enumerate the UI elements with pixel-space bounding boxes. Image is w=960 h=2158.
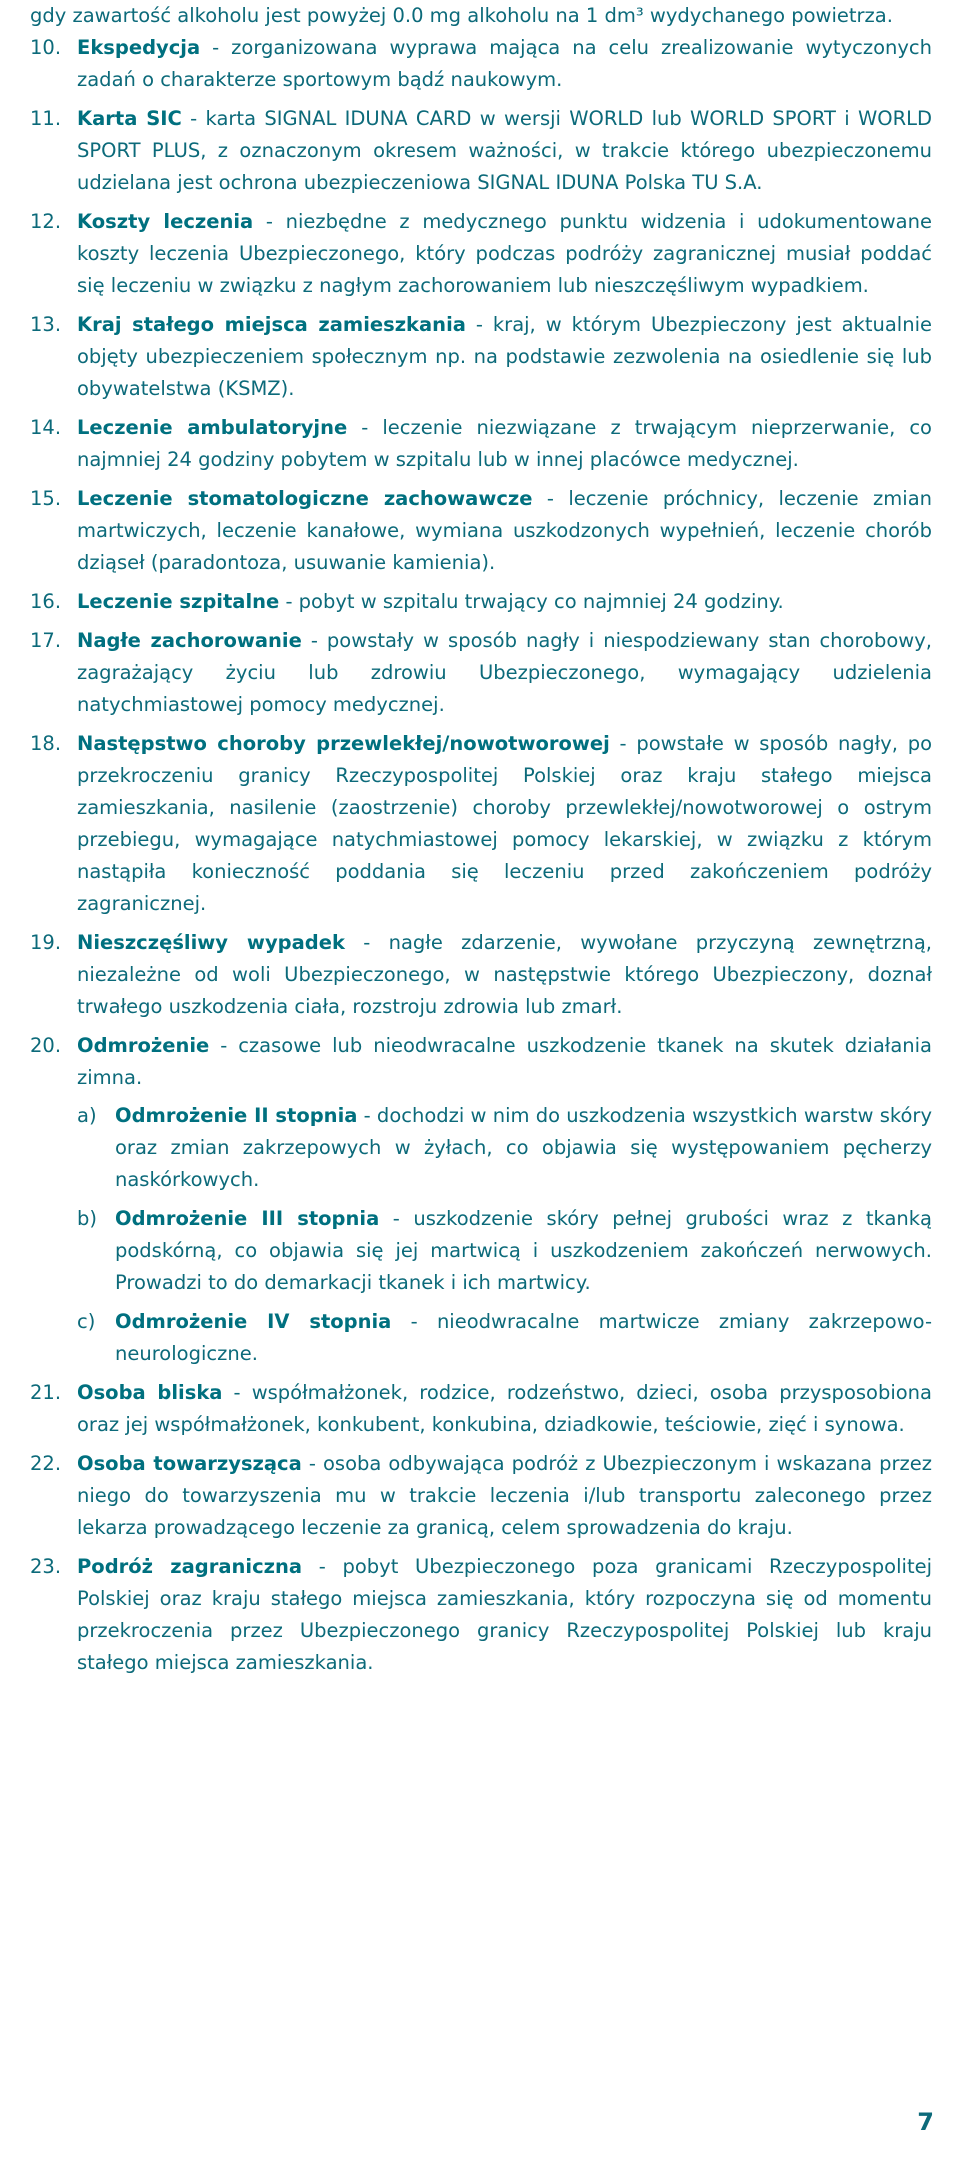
subitem-letter: a) — [77, 1104, 97, 1127]
subitem-text: - nieodwracalne martwicze zmiany zakrzepowo-neurologiczne. — [115, 1310, 932, 1365]
definition-term: Leczenie ambulatoryjne — [77, 416, 348, 439]
definition-item — [30, 206, 932, 302]
definition-item — [30, 309, 932, 405]
definition-subitem — [77, 1203, 932, 1299]
definition-item — [30, 1448, 932, 1544]
subitem-term: Odmrożenie III stopnia — [115, 1207, 380, 1230]
definitions-list — [30, 32, 932, 1679]
definition-term: Nieszczęśliwy wypadek — [77, 931, 345, 954]
definition-text: - leczenie niezwiązane z trwającym nieprzerwanie, co najmniej 24 godziny pobytem w szpitalu lub w innej placówce medycznej. — [77, 416, 932, 471]
definition-text: - osoba odbywająca podróż z Ubezpieczonym i wskazana przez niego do towarzyszenia mu w trakcie leczenia i/lub transportu zaleconego przez lekarza prowadzącego leczenie za granicą, celem sprowadzenia do kraju. — [77, 1452, 933, 1539]
definition-number: 12. — [30, 210, 62, 233]
definition-number: 21. — [30, 1381, 62, 1404]
subitem-text: - dochodzi w nim do uszkodzenia wszystkich warstw skóry oraz zmian zakrzepowych w żyłach, co objawia się występowaniem pęcherzy naskórkowych. — [115, 1104, 932, 1191]
intro-fragment — [30, 0, 932, 32]
definition-number: 23. — [30, 1555, 62, 1578]
definition-term: Leczenie stomatologiczne zachowawcze — [77, 487, 533, 510]
definition-term: Leczenie szpitalne — [77, 590, 280, 613]
definition-text: - powstały w sposób nagły i niespodziewany stan chorobowy, zagrażający życiu lub zdrowiu Ubezpieczonego, wymagający udzielenia natychmiastowej pomocy medycznej. — [77, 629, 932, 716]
definition-text: - kraj, w którym Ubezpieczony jest aktualnie objęty ubezpieczeniem społecznym np. na podstawie zezwolenia na osiedlenie się lub obywatelstwa (KSMZ). — [77, 313, 932, 400]
definition-number: 17. — [30, 629, 62, 652]
definition-number: 13. — [30, 313, 62, 336]
definition-number: 20. — [30, 1034, 62, 1057]
definition-number: 11. — [30, 107, 62, 130]
intro-fragment-text: gdy zawartość alkoholu jest powyżej 0.0 mg alkoholu na 1 dm³ wydychanego powietrza. — [30, 4, 893, 27]
subitem-letter: b) — [77, 1207, 97, 1230]
definition-text: - zorganizowana wyprawa mająca na celu zrealizowanie wytyczonych zadań o charakterze sportowym bądź naukowym. — [77, 36, 932, 91]
definition-item — [30, 625, 932, 721]
definition-item — [30, 1030, 932, 1370]
definition-number: 16. — [30, 590, 62, 613]
definition-term: Odmrożenie — [77, 1034, 210, 1057]
definition-subitem — [77, 1100, 932, 1196]
definition-number: 18. — [30, 732, 62, 755]
definition-subitem — [77, 1306, 932, 1370]
definition-text: - powstałe w sposób nagły, po przekroczeniu granicy Rzeczypospolitej Polskiej oraz kraju stałego miejsca zamieszkania, nasilenie (zaostrzenie) choroby przewlekłej/nowotworowej o ostrym przebiegu, wymagające natychmiastowej pomocy lekarskiej, w związku z którym nastąpiła konieczność poddania się leczeniu przed zakończeniem podróży zagranicznej. — [77, 732, 933, 915]
definition-number: 15. — [30, 487, 62, 510]
definition-item — [30, 1377, 932, 1441]
definition-number: 10. — [30, 36, 62, 59]
definition-text: - pobyt w szpitalu trwający co najmniej 24 godziny. — [279, 590, 784, 613]
definition-item — [30, 412, 932, 476]
subitem-term: Odmrożenie IV stopnia — [115, 1310, 392, 1333]
definition-term: Kraj stałego miejsca zamieszkania — [77, 313, 466, 336]
subitem-term: Odmrożenie II stopnia — [115, 1104, 358, 1127]
definition-term: Ekspedycja — [77, 36, 201, 59]
definition-text: - niezbędne z medycznego punktu widzenia i udokumentowane koszty leczenia Ubezpieczonego, który podczas podróży zagranicznej musiał poddać się leczeniu w związku z nagłym zachorowaniem lub nieszczęśliwym wypadkiem. — [77, 210, 932, 297]
definition-text: - leczenie próchnicy, leczenie zmian martwiczych, leczenie kanałowe, wymiana uszkodzonych wypełnień, leczenie chorób dziąseł (paradontoza, usuwanie kamienia). — [77, 487, 932, 574]
page-number: 7 — [917, 2108, 934, 2136]
definition-text: - pobyt Ubezpieczonego poza granicami Rzeczypospolitej Polskiej oraz kraju stałego miejsca zamieszkania, który rozpoczyna się od momentu przekroczenia przez Ubezpieczonego granicy Rzeczypospolitej Polskiej lub kraju stałego miejsca zamieszkania. — [77, 1555, 932, 1674]
definition-term: Karta SIC — [77, 107, 182, 130]
definition-item — [30, 586, 932, 618]
definition-term: Osoba bliska — [77, 1381, 223, 1404]
definition-item — [30, 483, 932, 579]
definition-text: - karta SIGNAL IDUNA CARD w wersji WORLD lub WORLD SPORT i WORLD SPORT PLUS, z oznaczonym okresem ważności, w trakcie którego ubezpieczonemu udzielana jest ochrona ubezpieczeniowa SIGNAL IDUNA Polska TU S.A. — [77, 107, 933, 194]
definition-text: - czasowe lub nieodwracalne uszkodzenie tkanek na skutek działania zimna. — [77, 1034, 932, 1089]
definition-term: Koszty leczenia — [77, 210, 254, 233]
definition-item — [30, 728, 932, 920]
definition-term: Nagłe zachorowanie — [77, 629, 302, 652]
subitem-letter: c) — [77, 1310, 96, 1333]
definition-sublist — [77, 1100, 932, 1370]
definition-number: 19. — [30, 931, 62, 954]
definition-item — [30, 32, 932, 96]
definition-term: Następstwo choroby przewlekłej/nowotworowej — [77, 732, 610, 755]
definition-item — [30, 1551, 932, 1679]
definition-item — [30, 103, 932, 199]
definition-term: Osoba towarzysząca — [77, 1452, 302, 1475]
definition-term: Podróż zagraniczna — [77, 1555, 303, 1578]
definition-number: 22. — [30, 1452, 62, 1475]
definition-text: - współmałżonek, rodzice, rodzeństwo, dzieci, osoba przysposobiona oraz jej współmałżonek, konkubent, konkubina, dziadkowie, teściowie, zięć i synowa. — [77, 1381, 932, 1436]
definition-text: - nagłe zdarzenie, wywołane przyczyną zewnętrzną, niezależne od woli Ubezpieczonego, w następstwie którego Ubezpieczony, doznał trwałego uszkodzenia ciała, rozstroju zdrowia lub zmarł. — [77, 931, 932, 1018]
definition-item — [30, 927, 932, 1023]
subitem-text: - uszkodzenie skóry pełnej grubości wraz z tkanką podskórną, co objawia się jej martwicą i uszkodzeniem zakończeń nerwowych. Prowadzi to do demarkacji tkanek i ich martwicy. — [115, 1207, 932, 1294]
definition-number: 14. — [30, 416, 62, 439]
